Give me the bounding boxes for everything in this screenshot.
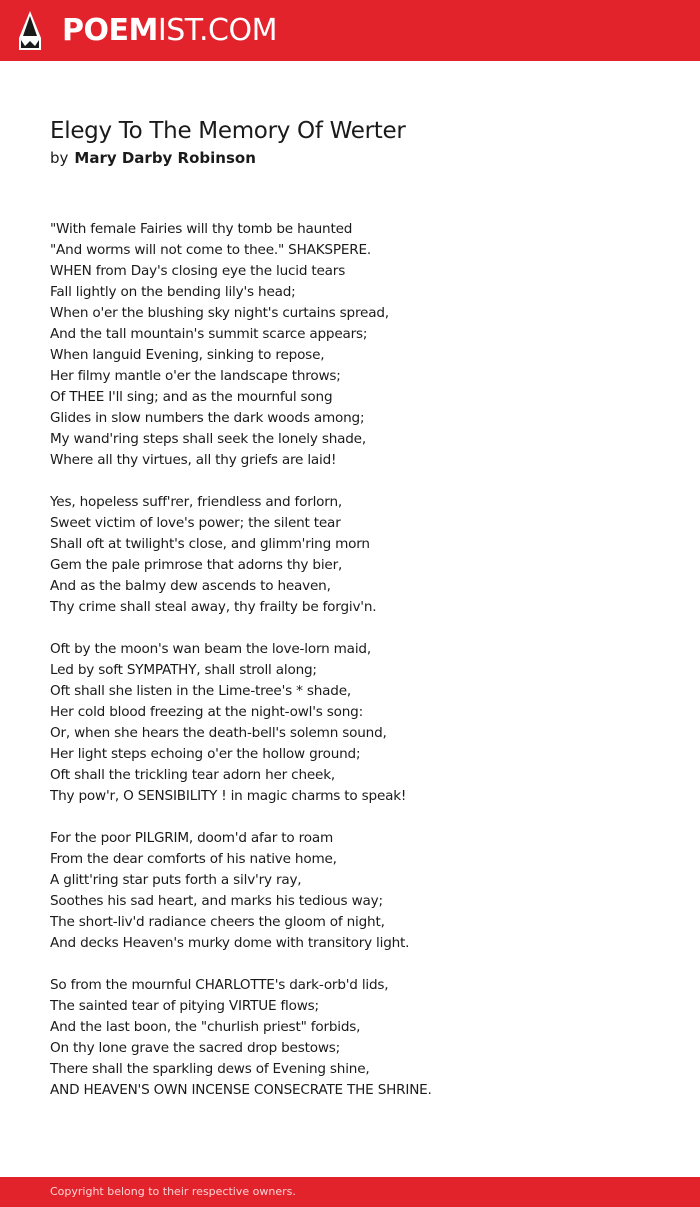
poem-line: "And worms will not come to thee." SHAKSPERE. — [50, 242, 371, 258]
poem-line: Her filmy mantle o'er the landscape throws; — [50, 368, 341, 384]
poem-line: On thy lone grave the sacred drop bestows; — [50, 1040, 341, 1056]
author-name: Mary Darby Robinson — [74, 149, 256, 167]
poem-line: When languid Evening, sinking to repose, — [50, 347, 325, 363]
poem-stanza — [50, 639, 670, 807]
poem-line: Soothes his sad heart, and marks his tedious way; — [50, 893, 383, 909]
poem-line: The short-liv'd radiance cheers the gloom of night, — [50, 914, 385, 930]
poem-stanza — [50, 828, 670, 954]
poem-line: AND HEAVEN'S OWN INCENSE CONSECRATE THE SHRINE. — [50, 1082, 432, 1098]
poem-line: And decks Heaven's murky dome with transitory light. — [50, 935, 410, 951]
poem-line: A glitt'ring star puts forth a silv'ry ray, — [50, 872, 302, 888]
poem-line: Led by soft SYMPATHY, shall stroll along; — [50, 662, 317, 678]
poem-stanza — [50, 975, 670, 1101]
site-logo[interactable] — [62, 13, 277, 49]
poem-line: Her cold blood freezing at the night-owl's song: — [50, 704, 363, 720]
poem-line: From the dear comforts of his native home, — [50, 851, 337, 867]
poem-line: And the tall mountain's summit scarce appears; — [50, 326, 368, 342]
poem-line: So from the mournful CHARLOTTE's dark-orb'd lids, — [50, 977, 389, 993]
poem-stanza — [50, 492, 670, 618]
poem-line: Shall oft at twilight's close, and glimm'ring morn — [50, 536, 370, 552]
poem-line: Gem the pale primrose that adorns thy bier, — [50, 557, 343, 573]
poem-line: Where all thy virtues, all thy griefs are laid! — [50, 452, 337, 468]
poem-line: And the last boon, the "churlish priest" forbids, — [50, 1019, 361, 1035]
poem-line: Oft by the moon's wan beam the love-lorn maid, — [50, 641, 371, 657]
poem-line: Her light steps echoing o'er the hollow ground; — [50, 746, 361, 762]
by-label: by — [50, 149, 69, 167]
copyright-notice: Copyright belong to their respective owners. — [50, 1185, 296, 1198]
poem-line: There shall the sparkling dews of Evening shine, — [50, 1061, 370, 1077]
pen-nib-icon[interactable] — [17, 10, 43, 52]
poem-line: My wand'ring steps shall seek the lonely shade, — [50, 431, 366, 447]
poem-line: Yes, hopeless suff'rer, friendless and forlorn, — [50, 494, 342, 510]
poem-line: Glides in slow numbers the dark woods among; — [50, 410, 365, 426]
poem-line: WHEN from Day's closing eye the lucid tears — [50, 263, 346, 279]
logo-thin-text: IST.COM — [157, 13, 277, 48]
poem-line: The sainted tear of pitying VIRTUE flows; — [50, 998, 319, 1014]
logo-bold-text: POEM — [62, 13, 158, 48]
poem-line: Oft shall she listen in the Lime-tree's * shade, — [50, 683, 351, 699]
site-header — [0, 0, 700, 61]
poem-body — [50, 219, 670, 1122]
poem-line: Sweet victim of love's power; the silent tear — [50, 515, 341, 531]
poem-line: Of THEE I'll sing; and as the mournful song — [50, 389, 333, 405]
byline — [50, 148, 256, 168]
poem-title: Elegy To The Memory Of Werter — [50, 118, 406, 144]
poem-line: Fall lightly on the bending lily's head; — [50, 284, 296, 300]
poem-line: For the poor PILGRIM, doom'd afar to roam — [50, 830, 333, 846]
poem-stanza — [50, 219, 670, 471]
poem-line: When o'er the blushing sky night's curtains spread, — [50, 305, 389, 321]
poem-line: Thy crime shall steal away, thy frailty be forgiv'n. — [50, 599, 377, 615]
poem-line: Or, when she hears the death-bell's solemn sound, — [50, 725, 387, 741]
poem-line: And as the balmy dew ascends to heaven, — [50, 578, 331, 594]
site-footer — [0, 1177, 700, 1207]
poem-line: Oft shall the trickling tear adorn her cheek, — [50, 767, 335, 783]
poem-line: Thy pow'r, O SENSIBILITY ! in magic charms to speak! — [50, 788, 407, 804]
poem-line: "With female Fairies will thy tomb be haunted — [50, 221, 353, 237]
